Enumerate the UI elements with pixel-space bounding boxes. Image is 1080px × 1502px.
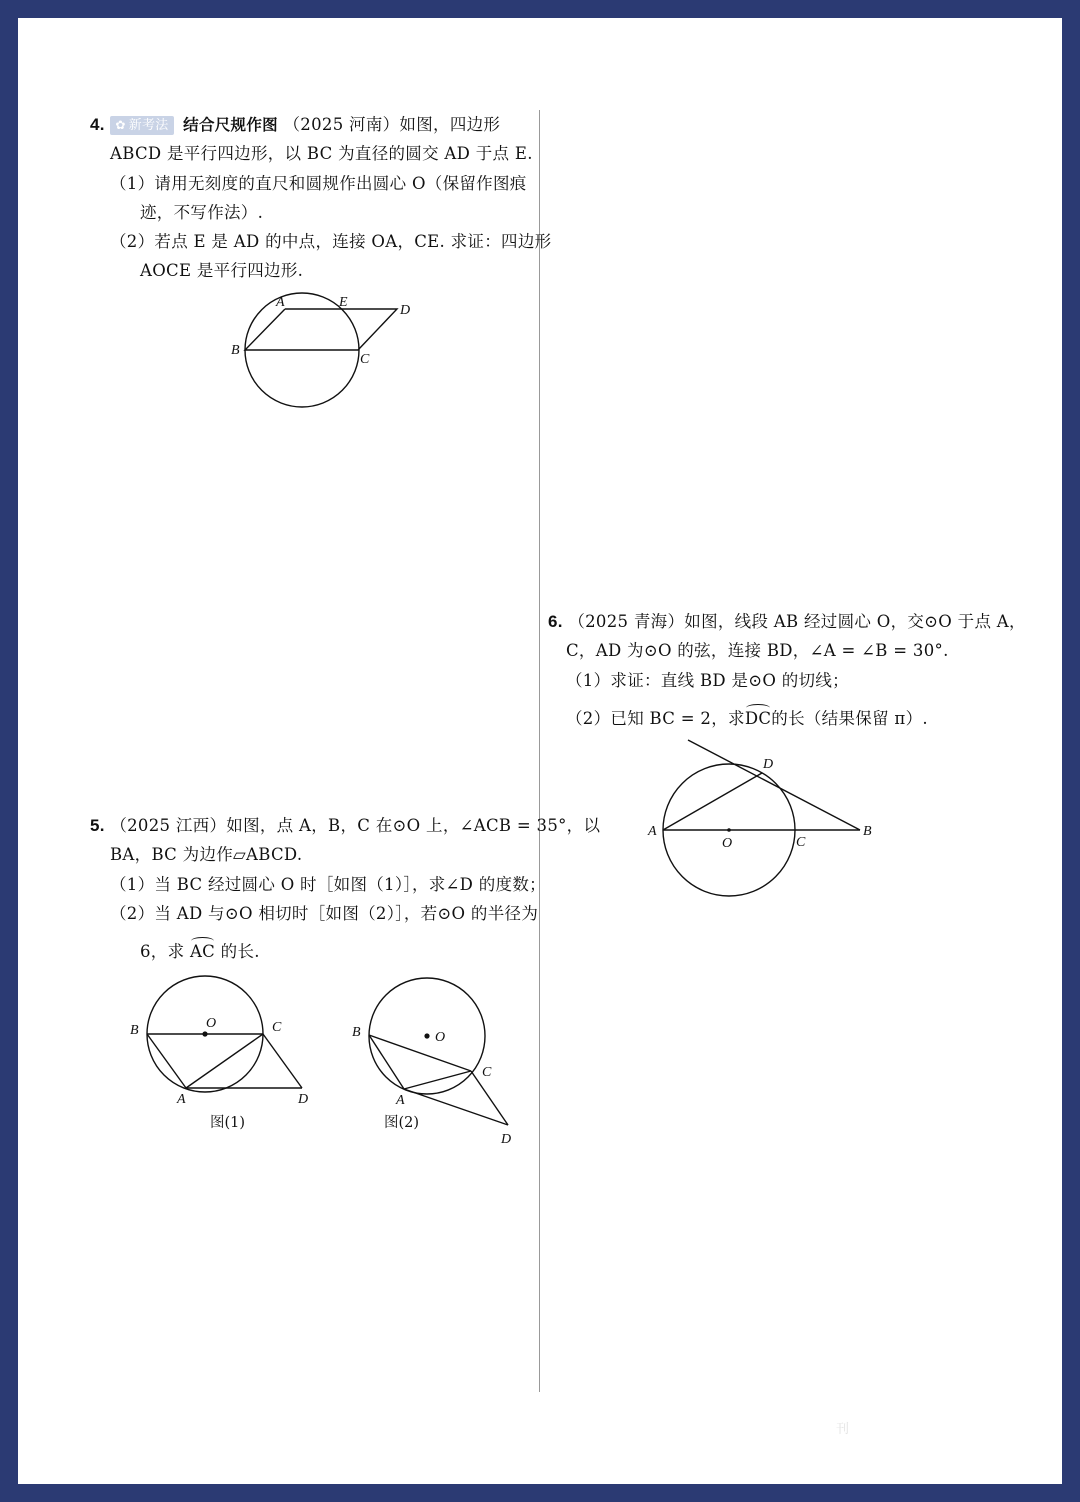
- q6-number: 6.: [548, 612, 563, 631]
- fig1-label-D: D: [298, 1092, 309, 1107]
- fig1-label-A: A: [177, 1092, 186, 1107]
- q6-arc-DC: DC: [744, 709, 772, 728]
- fig1-line-BA: [147, 1034, 186, 1088]
- q6-center-dot: [727, 828, 731, 832]
- q6-tangent-line: [688, 740, 860, 830]
- q4-topic: 结合尺规作图: [183, 116, 278, 134]
- fig1-line-CD: [263, 1034, 302, 1088]
- q6-line4: [566, 708, 928, 730]
- q6-label-B: B: [863, 824, 872, 839]
- q6-header: [548, 611, 1026, 633]
- q5-line1: （2025 江西）如图，点 A，B，C 在⊙O 上，∠ACB = 35°，以: [110, 816, 601, 835]
- fig1-caption: 图(1): [210, 1115, 246, 1131]
- q4-label-C: C: [360, 352, 370, 367]
- fig1-label-B: B: [130, 1023, 139, 1038]
- fig2-line-AC: [404, 1071, 471, 1089]
- q4-line1: （2025 河南）如图，四边形: [283, 115, 501, 134]
- q4-label-A: A: [276, 295, 285, 310]
- q4-label-D: D: [400, 303, 411, 318]
- q5-number: 5.: [90, 816, 105, 835]
- q6-figure: [646, 734, 886, 904]
- q6-label-D: D: [763, 757, 774, 772]
- fig2-label-O: O: [435, 1030, 446, 1045]
- footer-watermark: 刊: [836, 1422, 850, 1437]
- new-method-badge: [110, 116, 173, 135]
- q5-line5-post: 的长.: [215, 942, 260, 961]
- q6-line4-pre: （2）已知 BC = 2，求: [566, 709, 745, 728]
- q6-line2: C，AD 为⊙O 的弦，连接 BD，∠A = ∠B = 30°.: [566, 641, 949, 660]
- q6-label-A: A: [648, 824, 657, 839]
- q5-arc-AC: AC: [189, 942, 216, 961]
- fig1-label-O: O: [206, 1016, 217, 1031]
- q6-label-C: C: [796, 835, 806, 850]
- q4-label-E: E: [339, 295, 348, 310]
- fig2-center-dot: [424, 1033, 429, 1038]
- fig2-label-D: D: [501, 1132, 512, 1147]
- q4-line3: （1）请用无刻度的直尺和圆规作出圆心 O（保留作图痕: [110, 174, 527, 193]
- q4-line5: （2）若点 E 是 AD 的中点，连接 OA，CE. 求证：四边形: [110, 232, 552, 251]
- q4-line6: AOCE 是平行四边形.: [140, 261, 304, 280]
- q5-line4: （2）当 AD 与⊙O 相切时［如图（2）］，若⊙O 的半径为: [110, 904, 539, 923]
- column-divider: [539, 110, 540, 1392]
- q5-line5-pre: 6，求: [140, 942, 190, 961]
- worksheet-page: [18, 18, 1062, 1484]
- q6-line4-post: 的长（结果保留 π）.: [771, 709, 928, 728]
- fig2-label-B: B: [352, 1025, 361, 1040]
- q5-line3: （1）当 BC 经过圆心 O 时［如图（1）］，求∠D 的度数；: [110, 875, 546, 894]
- q6-line-AD: [663, 773, 762, 830]
- q4-parallelogram: [245, 309, 397, 350]
- fig2-label-C: C: [482, 1065, 492, 1080]
- fig2-line-BA: [369, 1035, 404, 1089]
- q4-line2: ABCD 是平行四边形，以 BC 为直径的圆交 AD 于点 E.: [110, 144, 533, 163]
- flower-icon: ✿: [115, 118, 126, 132]
- q6-label-O: O: [722, 836, 733, 851]
- q4-line4: 迹，不写作法）.: [140, 203, 264, 222]
- fig1-label-C: C: [272, 1020, 282, 1035]
- fig2-caption: 图(2): [384, 1115, 420, 1131]
- q5-figure-2: [348, 973, 538, 1163]
- fig2-line-BC: [369, 1035, 471, 1071]
- q4-figure: [218, 288, 438, 418]
- q6-line3: （1）求证：直线 BD 是⊙O 的切线；: [566, 671, 849, 690]
- fig2-line-AD: [404, 1089, 508, 1125]
- q5-figure-1: [126, 973, 336, 1143]
- q4-header: [90, 114, 500, 136]
- q4-number: 4.: [90, 115, 105, 134]
- fig1-center-dot: [202, 1031, 207, 1036]
- q5-line2: BA，BC 为边作▱ABCD.: [110, 845, 303, 864]
- q4-label-B: B: [231, 343, 240, 358]
- fig2-label-A: A: [396, 1093, 405, 1108]
- fig1-line-AC: [186, 1034, 263, 1088]
- badge-label: 新考法: [128, 118, 169, 133]
- q5-header: [90, 815, 600, 837]
- q5-line5: [140, 941, 260, 963]
- q6-line1: （2025 青海）如图，线段 AB 经过圆心 O，交⊙O 于点 A，: [568, 612, 1026, 631]
